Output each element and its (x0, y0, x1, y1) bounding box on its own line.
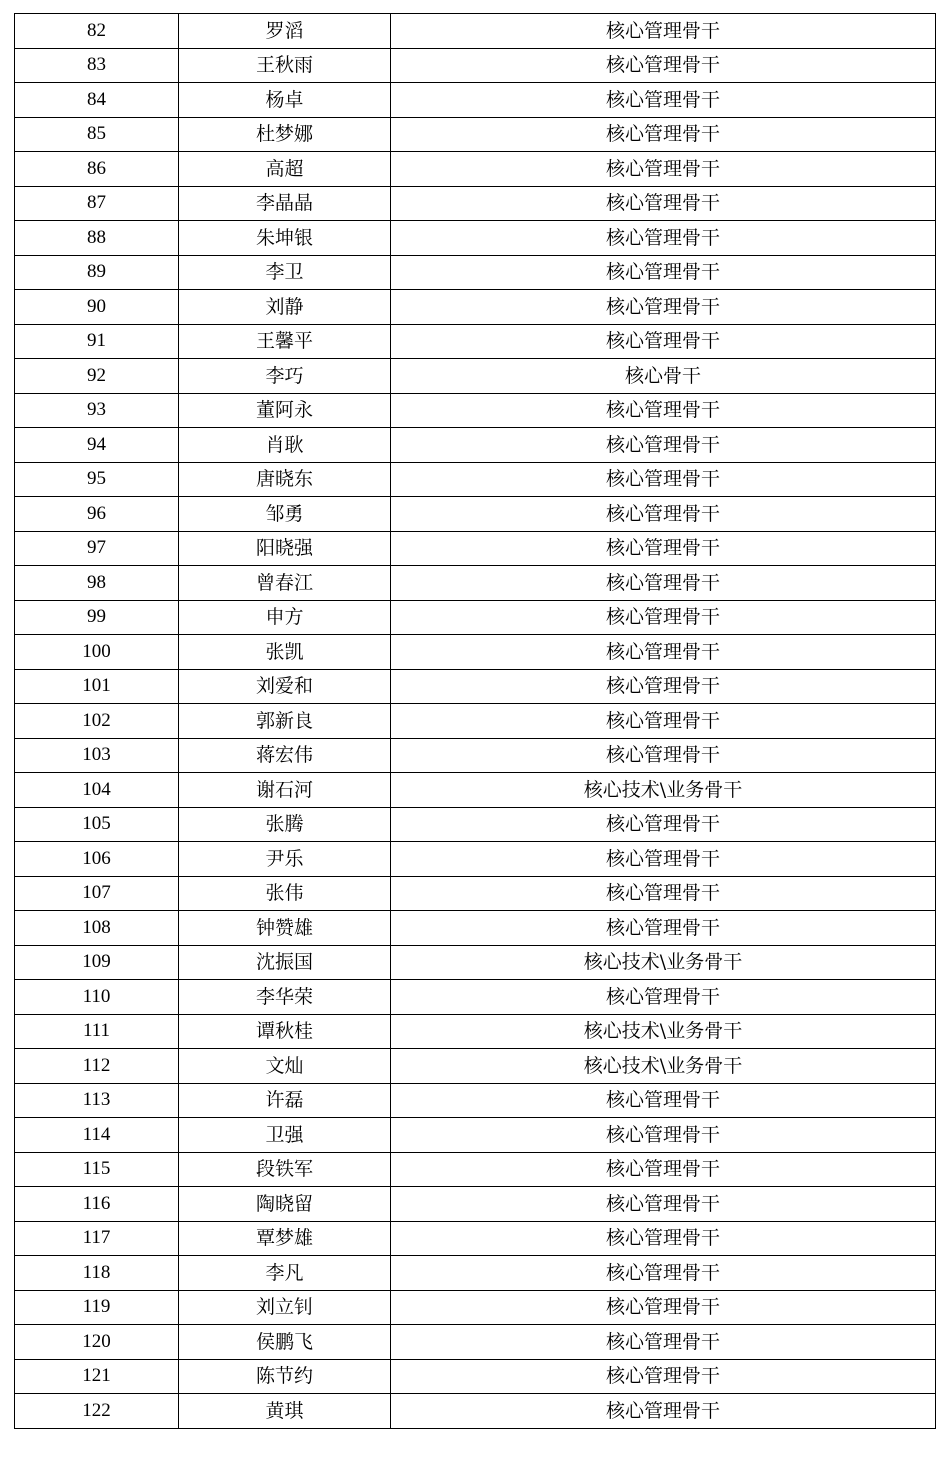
name-cell: 尹乐 (179, 842, 391, 877)
name-cell: 陈节约 (179, 1359, 391, 1394)
table-row (15, 1325, 936, 1360)
name-cell: 谢石河 (179, 773, 391, 808)
table-row (15, 14, 936, 49)
category-cell: 核心管理骨干 (391, 497, 936, 532)
category-cell: 核心管理骨干 (391, 290, 936, 325)
name-cell: 刘立钊 (179, 1290, 391, 1325)
category-cell: 核心管理骨干 (391, 566, 936, 601)
category-cell: 核心管理骨干 (391, 83, 936, 118)
category-cell: 核心管理骨干 (391, 1187, 936, 1222)
table-row (15, 773, 936, 808)
table-row (15, 255, 936, 290)
name-cell: 卫强 (179, 1118, 391, 1153)
category-cell: 核心管理骨干 (391, 1256, 936, 1291)
row-number-cell: 112 (15, 1049, 179, 1084)
table-row (15, 1290, 936, 1325)
category-cell: 核心管理骨干 (391, 221, 936, 256)
category-cell: 核心管理骨干 (391, 807, 936, 842)
category-cell: 核心管理骨干 (391, 738, 936, 773)
name-cell: 黄琪 (179, 1394, 391, 1429)
row-number-cell: 91 (15, 324, 179, 359)
name-cell: 张腾 (179, 807, 391, 842)
name-cell: 李巧 (179, 359, 391, 394)
row-number-cell: 86 (15, 152, 179, 187)
category-cell: 核心管理骨干 (391, 531, 936, 566)
category-cell: 核心管理骨干 (391, 255, 936, 290)
name-cell: 蒋宏伟 (179, 738, 391, 773)
category-cell: 核心管理骨干 (391, 704, 936, 739)
row-number-cell: 106 (15, 842, 179, 877)
name-cell: 邹勇 (179, 497, 391, 532)
table-row (15, 1359, 936, 1394)
category-cell: 核心管理骨干 (391, 1394, 936, 1429)
personnel-table-body (15, 14, 936, 1429)
name-cell: 段铁军 (179, 1152, 391, 1187)
row-number-cell: 122 (15, 1394, 179, 1429)
category-cell: 核心管理骨干 (391, 1325, 936, 1360)
table-row (15, 48, 936, 83)
table-row (15, 497, 936, 532)
name-cell: 杜梦娜 (179, 117, 391, 152)
table-row (15, 462, 936, 497)
name-cell: 曾春江 (179, 566, 391, 601)
row-number-cell: 115 (15, 1152, 179, 1187)
table-row (15, 428, 936, 463)
name-cell: 王馨平 (179, 324, 391, 359)
name-cell: 许磊 (179, 1083, 391, 1118)
row-number-cell: 101 (15, 669, 179, 704)
table-row (15, 1187, 936, 1222)
row-number-cell: 109 (15, 945, 179, 980)
row-number-cell: 118 (15, 1256, 179, 1291)
table-row (15, 359, 936, 394)
name-cell: 阳晓强 (179, 531, 391, 566)
row-number-cell: 98 (15, 566, 179, 601)
name-cell: 沈振国 (179, 945, 391, 980)
table-row (15, 945, 936, 980)
category-cell: 核心技术\业务骨干 (391, 773, 936, 808)
table-row (15, 1394, 936, 1429)
name-cell: 侯鹏飞 (179, 1325, 391, 1360)
name-cell: 王秋雨 (179, 48, 391, 83)
row-number-cell: 116 (15, 1187, 179, 1222)
table-row (15, 1049, 936, 1084)
table-row (15, 911, 936, 946)
category-cell: 核心管理骨干 (391, 635, 936, 670)
table-row (15, 566, 936, 601)
table-row (15, 290, 936, 325)
category-cell: 核心管理骨干 (391, 980, 936, 1015)
category-cell: 核心管理骨干 (391, 117, 936, 152)
table-row (15, 1118, 936, 1153)
row-number-cell: 121 (15, 1359, 179, 1394)
category-cell: 核心管理骨干 (391, 428, 936, 463)
row-number-cell: 102 (15, 704, 179, 739)
row-number-cell: 110 (15, 980, 179, 1015)
category-cell: 核心管理骨干 (391, 1152, 936, 1187)
table-row (15, 635, 936, 670)
name-cell: 申方 (179, 600, 391, 635)
row-number-cell: 104 (15, 773, 179, 808)
row-number-cell: 105 (15, 807, 179, 842)
name-cell: 张凯 (179, 635, 391, 670)
row-number-cell: 99 (15, 600, 179, 635)
table-row (15, 531, 936, 566)
category-cell: 核心管理骨干 (391, 324, 936, 359)
category-cell: 核心技术\业务骨干 (391, 1014, 936, 1049)
row-number-cell: 120 (15, 1325, 179, 1360)
category-cell: 核心管理骨干 (391, 393, 936, 428)
name-cell: 郭新良 (179, 704, 391, 739)
table-row (15, 1152, 936, 1187)
name-cell: 董阿永 (179, 393, 391, 428)
table-row (15, 393, 936, 428)
category-cell: 核心管理骨干 (391, 14, 936, 49)
table-row (15, 738, 936, 773)
name-cell: 张伟 (179, 876, 391, 911)
row-number-cell: 95 (15, 462, 179, 497)
table-row (15, 1014, 936, 1049)
row-number-cell: 89 (15, 255, 179, 290)
category-cell: 核心管理骨干 (391, 1290, 936, 1325)
name-cell: 罗滔 (179, 14, 391, 49)
category-cell: 核心管理骨干 (391, 1118, 936, 1153)
row-number-cell: 93 (15, 393, 179, 428)
name-cell: 陶晓留 (179, 1187, 391, 1222)
name-cell: 肖耿 (179, 428, 391, 463)
category-cell: 核心管理骨干 (391, 1221, 936, 1256)
name-cell: 唐晓东 (179, 462, 391, 497)
category-cell: 核心管理骨干 (391, 462, 936, 497)
table-row (15, 876, 936, 911)
row-number-cell: 117 (15, 1221, 179, 1256)
row-number-cell: 107 (15, 876, 179, 911)
category-cell: 核心管理骨干 (391, 911, 936, 946)
table-row (15, 186, 936, 221)
category-cell: 核心技术\业务骨干 (391, 945, 936, 980)
row-number-cell: 88 (15, 221, 179, 256)
category-cell: 核心管理骨干 (391, 842, 936, 877)
table-row (15, 221, 936, 256)
row-number-cell: 90 (15, 290, 179, 325)
row-number-cell: 85 (15, 117, 179, 152)
row-number-cell: 111 (15, 1014, 179, 1049)
table-row (15, 1256, 936, 1291)
table-row (15, 807, 936, 842)
row-number-cell: 83 (15, 48, 179, 83)
category-cell: 核心管理骨干 (391, 669, 936, 704)
category-cell: 核心管理骨干 (391, 152, 936, 187)
table-row (15, 152, 936, 187)
name-cell: 文灿 (179, 1049, 391, 1084)
table-row (15, 1221, 936, 1256)
table-row (15, 600, 936, 635)
name-cell: 钟赞雄 (179, 911, 391, 946)
name-cell: 李卫 (179, 255, 391, 290)
category-cell: 核心管理骨干 (391, 1083, 936, 1118)
name-cell: 李凡 (179, 1256, 391, 1291)
table-row (15, 324, 936, 359)
table-row (15, 842, 936, 877)
category-cell: 核心技术\业务骨干 (391, 1049, 936, 1084)
name-cell: 刘静 (179, 290, 391, 325)
row-number-cell: 97 (15, 531, 179, 566)
row-number-cell: 103 (15, 738, 179, 773)
table-row (15, 83, 936, 118)
name-cell: 李华荣 (179, 980, 391, 1015)
row-number-cell: 87 (15, 186, 179, 221)
row-number-cell: 119 (15, 1290, 179, 1325)
name-cell: 谭秋桂 (179, 1014, 391, 1049)
row-number-cell: 113 (15, 1083, 179, 1118)
name-cell: 覃梦雄 (179, 1221, 391, 1256)
category-cell: 核心管理骨干 (391, 876, 936, 911)
category-cell: 核心管理骨干 (391, 1359, 936, 1394)
row-number-cell: 108 (15, 911, 179, 946)
table-row (15, 1083, 936, 1118)
category-cell: 核心管理骨干 (391, 48, 936, 83)
name-cell: 杨卓 (179, 83, 391, 118)
row-number-cell: 114 (15, 1118, 179, 1153)
name-cell: 朱坤银 (179, 221, 391, 256)
row-number-cell: 84 (15, 83, 179, 118)
category-cell: 核心管理骨干 (391, 186, 936, 221)
row-number-cell: 82 (15, 14, 179, 49)
row-number-cell: 92 (15, 359, 179, 394)
name-cell: 刘爱和 (179, 669, 391, 704)
name-cell: 李晶晶 (179, 186, 391, 221)
table-row (15, 704, 936, 739)
table-row (15, 669, 936, 704)
category-cell: 核心管理骨干 (391, 600, 936, 635)
name-cell: 高超 (179, 152, 391, 187)
row-number-cell: 96 (15, 497, 179, 532)
category-cell: 核心骨干 (391, 359, 936, 394)
personnel-table (14, 13, 936, 1429)
row-number-cell: 100 (15, 635, 179, 670)
table-row (15, 980, 936, 1015)
row-number-cell: 94 (15, 428, 179, 463)
table-row (15, 117, 936, 152)
